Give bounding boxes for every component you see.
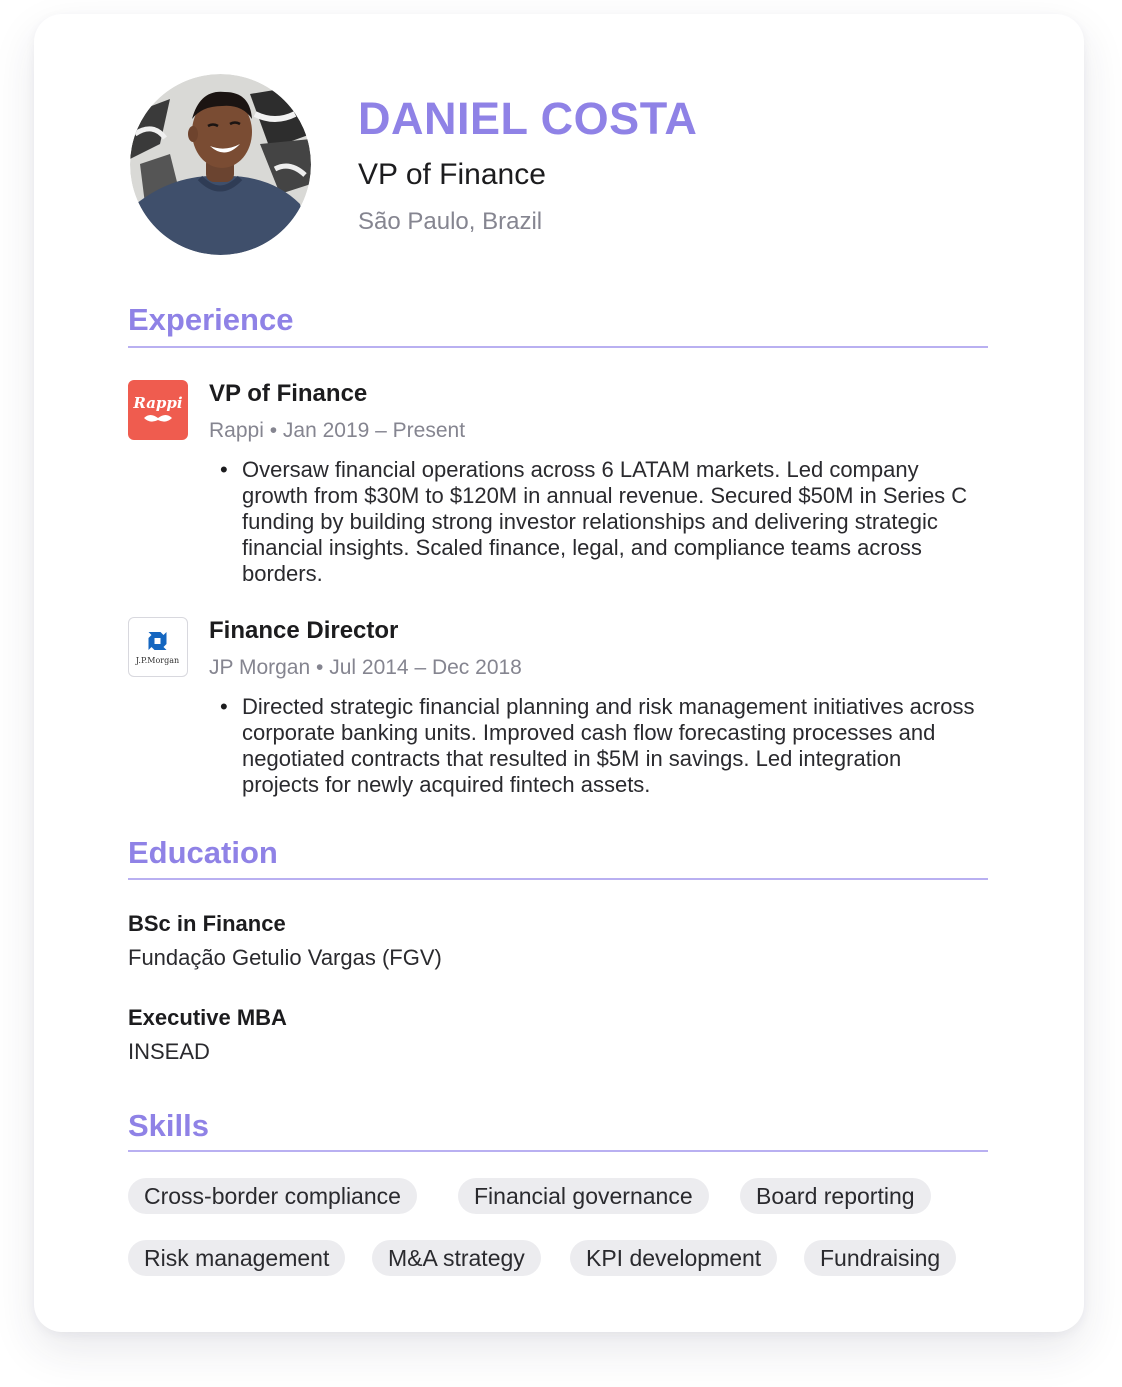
job-title: VP of Finance [209,380,368,407]
education-school: Fundação Getulio Vargas (FGV) [128,945,442,970]
bullet-icon: • [220,457,228,482]
experience-divider [128,346,988,348]
profile-photo-icon [130,74,311,255]
jpmorgan-logo-icon [128,617,188,677]
education-divider [128,878,988,880]
rappi-logo-icon [128,380,188,440]
resume-card [34,14,1084,1332]
meta-separator: • [269,419,278,442]
meta-separator: • [316,656,324,679]
education-heading: Education [128,835,278,870]
job-description: Directed strategic financial planning and risk management initiatives across corporate banking units. Improved cash flow forecasting processes and negotiated contracts that resulted in $5M in savings. Led integration projects for newly acquired fintech assets. [242,694,975,797]
candidate-location: São Paulo, Brazil [358,208,543,235]
job-company: Rappi [209,419,264,442]
skill-chip: Cross-border compliance [128,1178,417,1214]
candidate-title: VP of Finance [358,158,546,191]
skill-chip: Fundraising [804,1240,956,1276]
job-dates: Jan 2019 – Present [282,419,466,442]
skill-chip: KPI development [570,1240,777,1276]
svg-text:J.P.Morgan: J.P.Morgan [135,656,180,665]
job-meta [209,417,465,445]
education-school: INSEAD [128,1039,210,1064]
job-company: JP Morgan [209,656,311,679]
education-degree: BSc in Finance [128,911,286,936]
job-meta [209,654,522,682]
candidate-name: DANIEL COSTA [358,93,698,144]
experience-heading: Experience [128,302,294,337]
skill-chip: Financial governance [458,1178,709,1214]
job-title: Finance Director [209,617,399,644]
bullet-icon: • [220,694,228,719]
job-description: Oversaw financial operations across 6 LATAM markets. Led company growth from $30M to $120M in annual revenue. Secured $50M in Series C funding by building strong investor relationships and delivering strategic financial insights. Scaled finance, legal, and compliance teams across borders. [242,457,968,586]
skill-chip: Risk management [128,1240,345,1276]
skills-heading: Skills [128,1108,209,1143]
profile-photo [130,74,311,255]
skills-divider [128,1150,988,1152]
svg-text:Rappi: Rappi [133,394,183,412]
job-dates: Jul 2014 – Dec 2018 [329,656,522,679]
skill-chip: M&A strategy [372,1240,541,1276]
education-degree: Executive MBA [128,1005,287,1030]
skill-chip: Board reporting [740,1178,931,1214]
